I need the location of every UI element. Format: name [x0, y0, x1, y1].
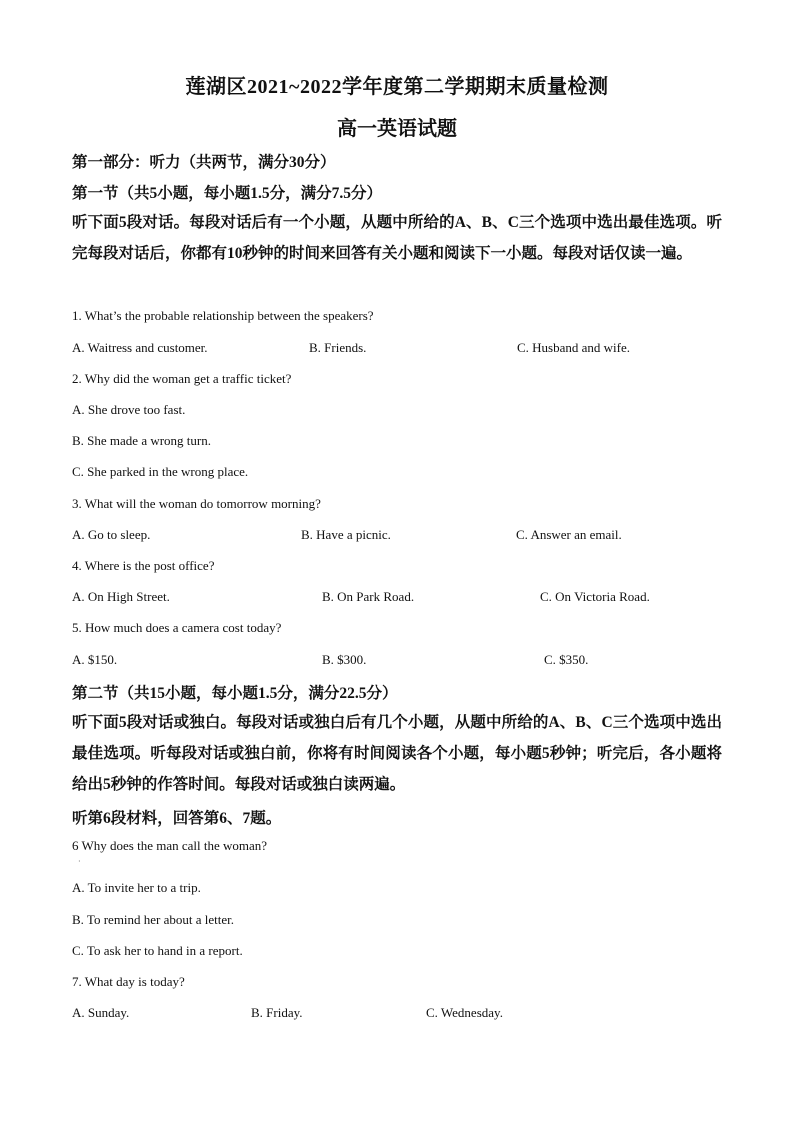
q5-option-a: A. $150.	[72, 652, 118, 667]
q3-option-c: C. Answer an email.	[516, 527, 622, 542]
q6-option-a: A. To invite her to a trip.	[72, 880, 201, 895]
q2-option-c: C. She parked in the wrong place.	[72, 464, 249, 479]
section1-heading: 第一节（共5小题，每小题1.5分，满分7.5分）	[72, 185, 383, 202]
q4-option-c: C. On Victoria Road.	[540, 589, 650, 604]
q2-option-b: B. She made a wrong turn.	[72, 433, 212, 448]
q6-option-c: C. To ask her to hand in a report.	[72, 943, 243, 958]
q2-option-a: A. She drove too fast.	[72, 402, 186, 417]
exam-title: 莲湖区2021~2022学年度第二学期期末质量检测	[185, 76, 609, 98]
section2-instructions: 听下面5段对话或独白。每段对话或独白后有几个小题，从题中所给的A、B、C三个选项中选出最佳选项。听每段对话或独白前，你将有时间阅读各个小题，每小题5秒钟；听完后，各小题将给出5秒钟的作答时间。每段对话或独白读两遍。	[72, 714, 722, 793]
q1-option-b: B. Friends.	[309, 340, 367, 355]
stray-dot: ·	[78, 857, 81, 866]
q4-option-a: A. On High Street.	[72, 589, 170, 604]
material-6-heading: 听第6段材料，回答第6、7题。	[72, 810, 282, 827]
exam-subtitle: 高一英语试题	[337, 118, 457, 140]
question-4: 4. Where is the post office?	[72, 558, 215, 573]
question-3: 3. What will the woman do tomorrow morning?	[72, 496, 321, 511]
question-7: 7. What day is today?	[72, 974, 185, 989]
q5-option-b: B. $300.	[322, 652, 367, 667]
section2-heading: 第二节（共15小题，每小题1.5分，满分22.5分）	[72, 685, 398, 702]
section1-instructions: 听下面5段对话。每段对话后有一个小题，从题中所给的A、B、C三个选项中选出最佳选项。听完每段对话后，你都有10秒钟的时间来回答有关小题和阅读下一小题。每段对话仅读一遍。	[72, 214, 722, 262]
q3-option-a: A. Go to sleep.	[72, 527, 151, 542]
q7-option-a: A. Sunday.	[72, 1005, 130, 1020]
question-5: 5. How much does a camera cost today?	[72, 620, 282, 635]
q5-option-c: C. $350.	[544, 652, 589, 667]
q3-option-b: B. Have a picnic.	[301, 527, 391, 542]
q6-option-b: B. To remind her about a letter.	[72, 912, 235, 927]
question-1: 1. What’s the probable relationship between the speakers?	[72, 308, 374, 323]
q7-option-c: C. Wednesday.	[426, 1005, 503, 1020]
question-6: 6 Why does the man call the woman?	[72, 838, 268, 853]
q1-option-c: C. Husband and wife.	[517, 340, 631, 355]
q7-option-b: B. Friday.	[251, 1005, 303, 1020]
question-2: 2. Why did the woman get a traffic ticket?	[72, 371, 292, 386]
q4-option-b: B. On Park Road.	[322, 589, 415, 604]
part1-heading: 第一部分：听力（共两节，满分30分）	[72, 154, 336, 171]
q1-option-a: A. Waitress and customer.	[72, 340, 208, 355]
